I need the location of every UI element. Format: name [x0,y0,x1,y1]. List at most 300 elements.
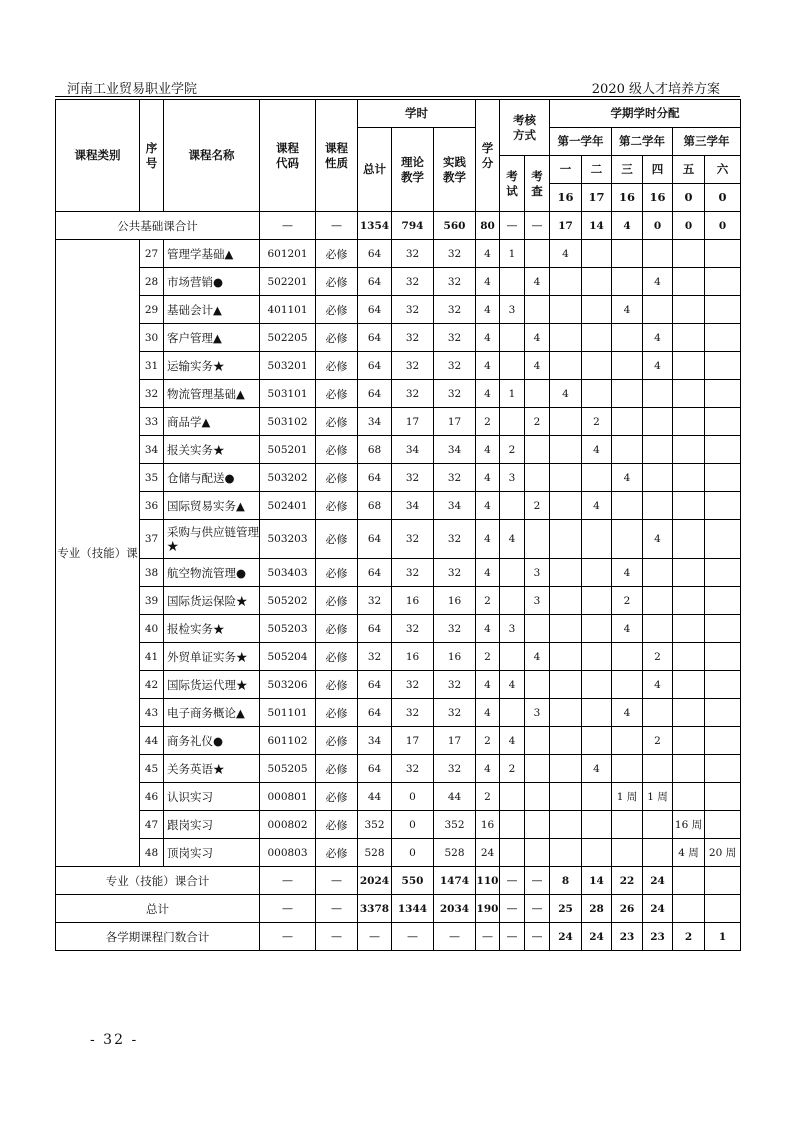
course-count-exam: — [500,923,525,951]
course-exam: 4 [500,520,525,559]
course-check [525,755,550,783]
grand-total-check: — [525,895,550,923]
public-total-label: 公共基础课合计 [56,212,260,240]
grand-total-row [56,895,741,923]
course-term-2 [582,520,612,559]
course-term-6 [705,587,741,615]
table-row [56,464,741,492]
course-check [525,671,550,699]
table-row [56,408,741,436]
category-label: 专业（技能）课 [56,240,140,867]
course-term-6 [705,380,741,408]
course-term-4 [643,464,673,492]
table-row [56,615,741,643]
course-name: 国际货运代理★ [164,671,260,699]
course-term-6 [705,464,741,492]
course-practice-hours: 32 [434,464,476,492]
course-nature: 必修 [316,699,358,727]
course-exam [500,643,525,671]
course-term-6 [705,240,741,268]
grand-total-exam: — [500,895,525,923]
course-total-hours: 64 [358,520,392,559]
course-count-practice: — [434,923,476,951]
head-practice: 实践教学 [434,128,476,212]
course-term-4 [643,240,673,268]
course-total-hours: 64 [358,380,392,408]
head-theory: 理论教学 [392,128,434,212]
public-total-credit: 80 [476,212,500,240]
course-term-6 [705,520,741,559]
course-count-nature: — [316,923,358,951]
course-count-term-5: 2 [673,923,705,951]
course-term-5 [673,324,705,352]
course-code: 502201 [260,268,316,296]
course-credit: 2 [476,408,500,436]
course-nature: 必修 [316,296,358,324]
course-practice-hours: 17 [434,727,476,755]
course-theory-hours: 32 [392,324,434,352]
course-term-6 [705,296,741,324]
course-code: 601102 [260,727,316,755]
head-term-2: 二 [582,156,612,184]
course-code: 501101 [260,699,316,727]
course-name: 运输实务★ [164,352,260,380]
course-check: 4 [525,324,550,352]
table-row [56,811,741,839]
public-total-check: — [525,212,550,240]
course-term-5 [673,492,705,520]
course-term-5 [673,755,705,783]
public-total-term-5: 0 [673,212,705,240]
course-term-6 [705,783,741,811]
head-weeks-6: 0 [705,184,741,212]
head-term-4: 四 [643,156,673,184]
course-term-4 [643,615,673,643]
course-name: 报关实务★ [164,436,260,464]
major-total-credit: 110 [476,867,500,895]
course-term-4: 4 [643,520,673,559]
course-count-term-3: 23 [612,923,643,951]
grand-total-credit: 190 [476,895,500,923]
course-term-6 [705,643,741,671]
table-row [56,839,741,867]
course-total-hours: 64 [358,615,392,643]
course-code: 505203 [260,615,316,643]
course-practice-hours: 32 [434,559,476,587]
course-nature: 必修 [316,587,358,615]
course-term-5 [673,727,705,755]
course-exam [500,811,525,839]
course-theory-hours: 16 [392,587,434,615]
course-credit: 4 [476,268,500,296]
head-nature: 课程性质 [316,100,358,212]
major-total-term-1: 8 [550,867,582,895]
public-total-term-6: 0 [705,212,741,240]
course-theory-hours: 32 [392,240,434,268]
course-name: 管理学基础▲ [164,240,260,268]
course-term-4 [643,380,673,408]
course-code: 503206 [260,671,316,699]
course-term-4 [643,296,673,324]
course-total-hours: 64 [358,296,392,324]
grand-total-practice: 2034 [434,895,476,923]
course-count-code: — [260,923,316,951]
major-total-code: — [260,867,316,895]
course-exam [500,699,525,727]
course-term-4 [643,436,673,464]
course-term-5 [673,296,705,324]
course-nature: 必修 [316,352,358,380]
course-total-hours: 352 [358,811,392,839]
course-theory-hours: 0 [392,783,434,811]
course-credit: 2 [476,643,500,671]
course-code: 503201 [260,352,316,380]
course-term-3: 4 [612,296,643,324]
course-nature: 必修 [316,408,358,436]
course-term-2 [582,727,612,755]
course-count-hours: — [358,923,392,951]
course-code: 502401 [260,492,316,520]
table-row [56,268,741,296]
course-term-5: 16 周 [673,811,705,839]
course-exam: 3 [500,464,525,492]
course-exam [500,352,525,380]
course-term-4: 4 [643,268,673,296]
course-theory-hours: 34 [392,492,434,520]
table-row [56,783,741,811]
course-exam: 4 [500,671,525,699]
head-year1: 第一学年 [550,128,612,156]
head-year3: 第三学年 [673,128,741,156]
course-term-4: 1 周 [643,783,673,811]
course-term-4 [643,408,673,436]
major-total-theory: 550 [392,867,434,895]
course-theory-hours: 32 [392,352,434,380]
course-term-2: 4 [582,755,612,783]
course-term-3 [612,240,643,268]
head-exam: 考试 [500,156,525,212]
course-exam: 2 [500,436,525,464]
course-term-1 [550,464,582,492]
course-term-3: 4 [612,615,643,643]
course-theory-hours: 32 [392,755,434,783]
course-code: 000801 [260,783,316,811]
head-category: 课程类别 [56,100,140,212]
course-total-hours: 64 [358,699,392,727]
course-term-1 [550,783,582,811]
course-name: 国际贸易实务▲ [164,492,260,520]
grand-total-term-3: 26 [612,895,643,923]
course-term-3 [612,643,643,671]
course-name: 客户管理▲ [164,324,260,352]
course-seq: 40 [140,615,164,643]
course-name: 商务礼仪● [164,727,260,755]
course-term-6 [705,671,741,699]
course-practice-hours: 16 [434,643,476,671]
course-code: 503403 [260,559,316,587]
course-name: 航空物流管理● [164,559,260,587]
course-term-3: 4 [612,699,643,727]
course-check: 3 [525,559,550,587]
course-check: 4 [525,268,550,296]
course-total-hours: 64 [358,352,392,380]
course-name: 基础会计▲ [164,296,260,324]
course-nature: 必修 [316,380,358,408]
major-total-label: 专业（技能）课合计 [56,867,260,895]
course-term-1 [550,492,582,520]
course-total-hours: 44 [358,783,392,811]
page-number: - 32 - [90,1032,139,1048]
course-name: 市场营销● [164,268,260,296]
school-name: 河南工业贸易职业学院 [67,82,198,97]
major-total-nature: — [316,867,358,895]
course-name: 国际货运保险★ [164,587,260,615]
head-distribution: 学期学时分配 [550,100,741,128]
course-check: 3 [525,699,550,727]
public-total-practice: 560 [434,212,476,240]
course-code: 505205 [260,755,316,783]
course-credit: 4 [476,352,500,380]
course-term-2: 2 [582,408,612,436]
course-term-4: 2 [643,643,673,671]
course-credit: 2 [476,587,500,615]
table-head [56,100,741,212]
course-practice-hours: 32 [434,699,476,727]
table-row [56,240,741,268]
course-code: 503203 [260,520,316,559]
head-hours: 学时 [358,100,476,128]
course-term-4 [643,839,673,867]
head-weeks-3: 16 [612,184,643,212]
course-term-2 [582,699,612,727]
course-theory-hours: 32 [392,464,434,492]
head-code: 课程代码 [260,100,316,212]
public-total-term-1: 17 [550,212,582,240]
course-name: 外贸单证实务★ [164,643,260,671]
course-check [525,520,550,559]
course-term-1: 4 [550,240,582,268]
course-practice-hours: 32 [434,520,476,559]
course-term-1 [550,643,582,671]
course-credit: 4 [476,492,500,520]
course-term-5 [673,615,705,643]
grand-total-term-5 [673,895,705,923]
course-term-4 [643,755,673,783]
course-term-5 [673,240,705,268]
course-name: 报检实务★ [164,615,260,643]
course-seq: 47 [140,811,164,839]
course-term-5 [673,268,705,296]
course-seq: 31 [140,352,164,380]
course-term-5 [673,783,705,811]
course-term-6 [705,408,741,436]
course-term-3 [612,380,643,408]
course-seq: 48 [140,839,164,867]
course-theory-hours: 32 [392,699,434,727]
course-term-5 [673,643,705,671]
course-code: 000802 [260,811,316,839]
course-term-2: 4 [582,436,612,464]
major-total-hours: 2024 [358,867,392,895]
course-term-5 [673,559,705,587]
course-credit: 24 [476,839,500,867]
course-nature: 必修 [316,268,358,296]
table-row [56,436,741,464]
course-code: 000803 [260,839,316,867]
course-term-3: 4 [612,559,643,587]
public-total-nature: — [316,212,358,240]
course-theory-hours: 32 [392,520,434,559]
head-name: 课程名称 [164,100,260,212]
course-count-theory: — [392,923,434,951]
course-term-1 [550,352,582,380]
course-seq: 39 [140,587,164,615]
curriculum-table [55,99,741,951]
major-total-row [56,867,741,895]
head-term-3: 三 [612,156,643,184]
course-practice-hours: 32 [434,380,476,408]
course-exam [500,559,525,587]
course-seq: 34 [140,436,164,464]
course-practice-hours: 32 [434,324,476,352]
course-count-term-4: 23 [643,923,673,951]
course-nature: 必修 [316,464,358,492]
course-check [525,839,550,867]
course-exam: 3 [500,296,525,324]
course-term-3 [612,671,643,699]
course-nature: 必修 [316,615,358,643]
course-practice-hours: 16 [434,587,476,615]
course-term-1 [550,755,582,783]
course-practice-hours: 32 [434,615,476,643]
course-check [525,811,550,839]
course-credit: 16 [476,811,500,839]
course-term-4 [643,699,673,727]
course-seq: 44 [140,727,164,755]
public-total-code: — [260,212,316,240]
course-check: 2 [525,408,550,436]
course-check [525,464,550,492]
course-count-row [56,923,741,951]
course-term-5 [673,408,705,436]
table-row [56,755,741,783]
course-check: 2 [525,492,550,520]
course-total-hours: 68 [358,492,392,520]
course-seq: 30 [140,324,164,352]
course-seq: 32 [140,380,164,408]
course-name: 商品学▲ [164,408,260,436]
course-name: 关务英语★ [164,755,260,783]
major-total-term-6 [705,867,741,895]
course-practice-hours: 32 [434,296,476,324]
major-total-term-2: 14 [582,867,612,895]
head-weeks-4: 16 [643,184,673,212]
course-name: 跟岗实习 [164,811,260,839]
course-practice-hours: 34 [434,492,476,520]
course-check: 4 [525,352,550,380]
table-body [56,212,741,951]
course-total-hours: 64 [358,755,392,783]
course-term-1 [550,324,582,352]
course-term-3 [612,352,643,380]
course-check [525,240,550,268]
course-theory-hours: 17 [392,727,434,755]
course-total-hours: 64 [358,324,392,352]
course-term-1 [550,296,582,324]
course-check [525,783,550,811]
major-total-term-4: 24 [643,867,673,895]
course-term-5 [673,464,705,492]
course-term-5 [673,436,705,464]
course-seq: 28 [140,268,164,296]
course-check [525,296,550,324]
course-exam [500,324,525,352]
course-practice-hours: 32 [434,671,476,699]
course-term-6 [705,615,741,643]
course-credit: 4 [476,324,500,352]
grand-total-term-1: 25 [550,895,582,923]
course-theory-hours: 32 [392,380,434,408]
course-term-3 [612,811,643,839]
course-term-2 [582,324,612,352]
course-term-5 [673,380,705,408]
course-term-6 [705,436,741,464]
table-row [56,643,741,671]
course-credit: 4 [476,671,500,699]
course-nature: 必修 [316,811,358,839]
public-total-term-3: 4 [612,212,643,240]
course-practice-hours: 352 [434,811,476,839]
course-count-term-1: 24 [550,923,582,951]
course-nature: 必修 [316,755,358,783]
course-code: 505202 [260,587,316,615]
course-exam: 1 [500,240,525,268]
course-seq: 45 [140,755,164,783]
course-total-hours: 64 [358,268,392,296]
document-title: 2020 级人才培养方案 [591,82,720,97]
course-term-3 [612,268,643,296]
course-code: 505201 [260,436,316,464]
course-nature: 必修 [316,671,358,699]
course-nature: 必修 [316,520,358,559]
course-term-2 [582,240,612,268]
course-exam [500,783,525,811]
public-total-hours: 1354 [358,212,392,240]
course-credit: 4 [476,615,500,643]
course-check [525,436,550,464]
course-term-2 [582,615,612,643]
public-total-exam: — [500,212,525,240]
course-term-1 [550,839,582,867]
course-total-hours: 68 [358,436,392,464]
public-total-term-4: 0 [643,212,673,240]
course-term-1 [550,811,582,839]
course-check: 4 [525,643,550,671]
head-check: 考查 [525,156,550,212]
course-check [525,380,550,408]
course-practice-hours: 32 [434,240,476,268]
course-term-2 [582,643,612,671]
course-nature: 必修 [316,436,358,464]
course-term-5 [673,699,705,727]
course-term-2 [582,783,612,811]
course-term-1 [550,671,582,699]
course-term-4: 4 [643,352,673,380]
head-term-6: 六 [705,156,741,184]
course-exam [500,492,525,520]
course-name: 顶岗实习 [164,839,260,867]
course-theory-hours: 0 [392,811,434,839]
